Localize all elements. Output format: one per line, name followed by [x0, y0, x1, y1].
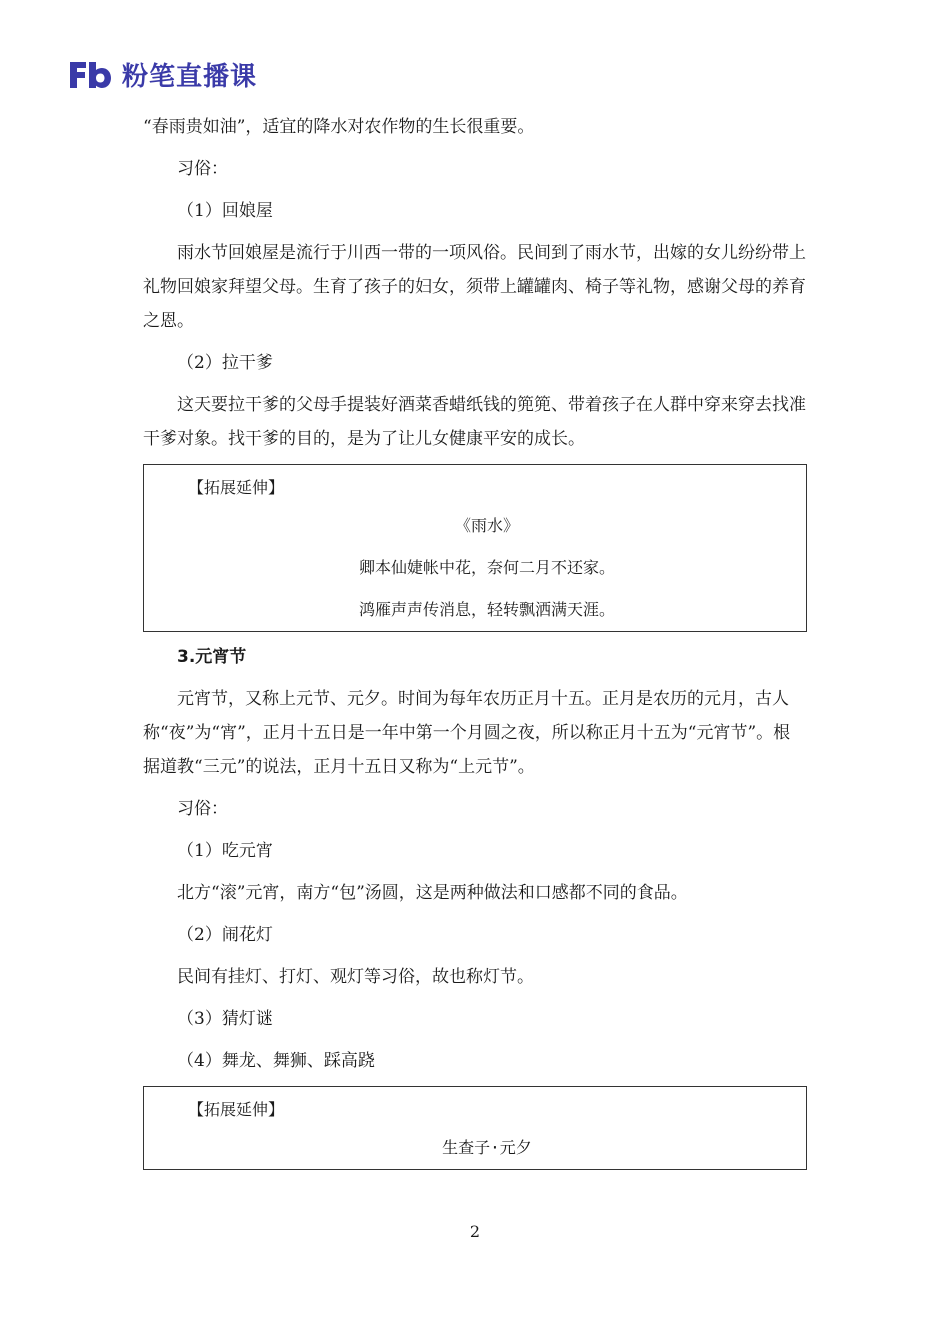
custom-item: （1）回娘屋	[177, 201, 273, 221]
poem-line: 卿本仙婕帐中花，奈何二月不还家。	[358, 558, 615, 577]
customs-label: 习俗：	[177, 799, 228, 819]
extension-box-title: 【拓展延伸】	[188, 1100, 285, 1119]
paragraph: 这天要拉干爹的父母手提装好酒菜香蜡纸钱的篼篼、带着孩子在人群中穿来穿去找准干爹对象。找干爹的目的，是为了让儿女健康平安的成长。	[143, 395, 806, 449]
poem-line: 鸿雁声声传消息，轻转飘洒满天涯。	[358, 600, 615, 619]
poem-title: 《雨水》	[454, 516, 519, 535]
paragraph: 北方“滚”元宵，南方“包”汤圆，这是两种做法和口感都不同的食品。	[177, 883, 688, 903]
paragraph: 雨水节回娘屋是流行于川西一带的一项风俗。民间到了雨水节，出嫁的女儿纷纷带上礼物回娘家拜望父母。生育了孩子的妇女，须带上罐罐肉、椅子等礼物，感谢父母的养育之恩。	[143, 243, 806, 331]
paragraph: 元宵节，又称上元节、元夕。时间为每年农历正月十五。正月是农历的元月，古人称“夜”为“宵”，正月十五日是一年中第一个月圆之夜，所以称正月十五为“元宵节”。根据道教“三元”的说法，正月十五日又称为“上元节”。	[143, 689, 791, 777]
document-body	[143, 110, 807, 1178]
poem-title: 生查子·元夕	[442, 1138, 532, 1157]
header	[66, 56, 257, 93]
extension-box	[143, 1086, 807, 1170]
custom-item: （4）舞龙、舞狮、踩高跷	[177, 1051, 375, 1071]
extension-box-title: 【拓展延伸】	[188, 478, 285, 497]
extension-box	[143, 464, 807, 632]
custom-item: （2）拉干爹	[177, 353, 273, 373]
fb-logo-icon	[66, 57, 114, 93]
custom-item: （3）猜灯谜	[177, 1009, 273, 1029]
custom-item: （1）吃元宵	[177, 841, 273, 861]
logo-text: 粉笔直播课	[122, 62, 258, 92]
section-heading: 3.元宵节	[177, 647, 247, 667]
paragraph: 民间有挂灯、打灯、观灯等习俗，故也称灯节。	[177, 967, 534, 987]
custom-item: （2）闹花灯	[177, 925, 273, 945]
page-number: 2	[469, 1222, 481, 1241]
paragraph: “春雨贵如油”，适宜的降水对农作物的生长很重要。	[143, 117, 535, 137]
customs-label: 习俗：	[177, 159, 228, 179]
